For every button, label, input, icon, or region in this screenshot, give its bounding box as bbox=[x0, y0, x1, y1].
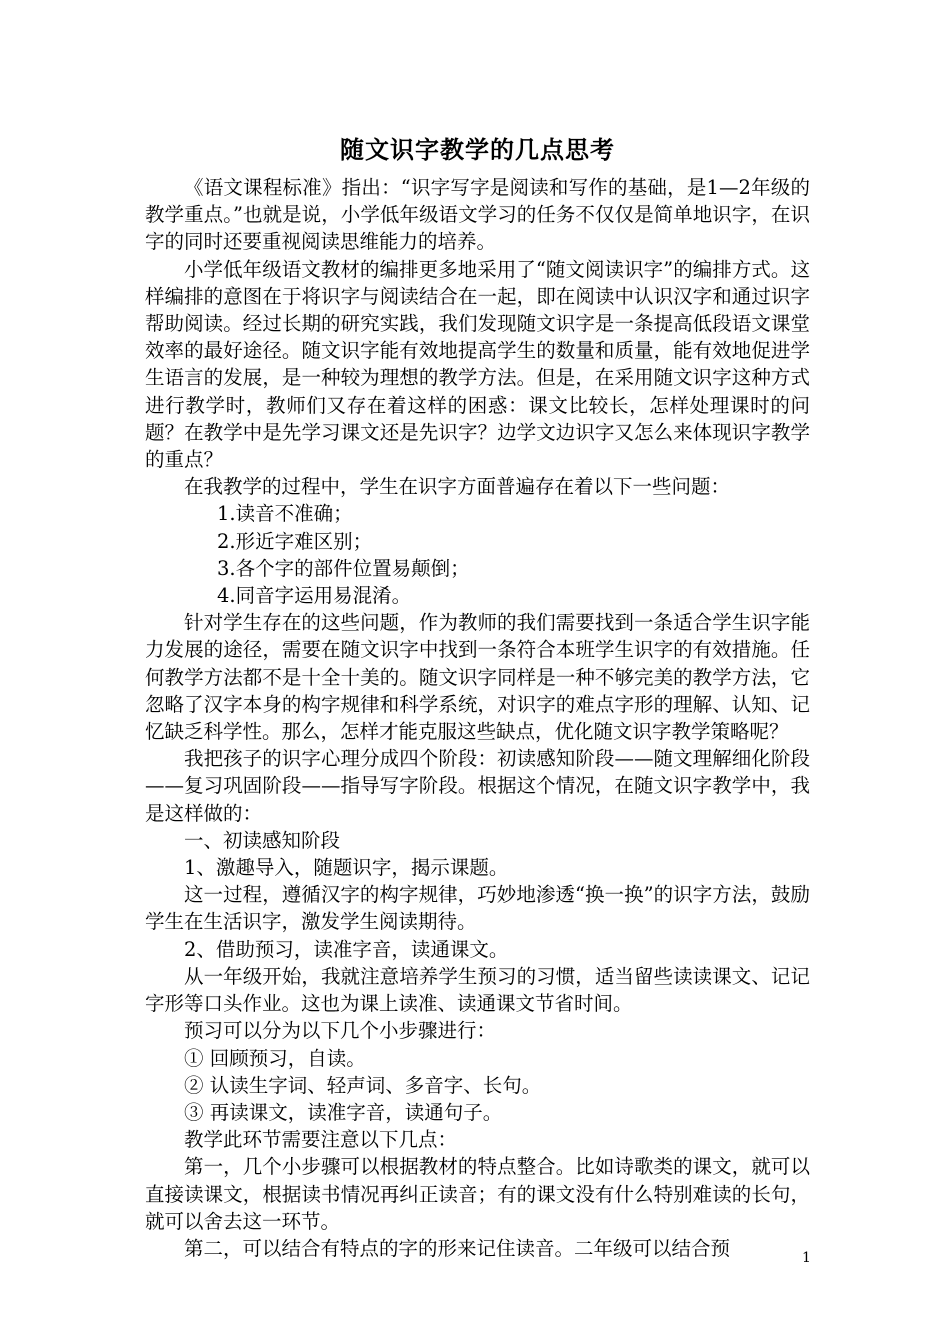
paragraph: 2、借助预习，读准字音，读通课文。 bbox=[184, 937, 509, 961]
paragraph: ① 回顾预习，自读。 bbox=[184, 1046, 366, 1070]
page-number: 1 bbox=[802, 1250, 811, 1266]
list-item: 2.形近字难区别； bbox=[217, 529, 373, 553]
list-item: 4.同音字运用易混淆。 bbox=[217, 584, 412, 608]
list-item: 3.各个字的部件位置易颠倒； bbox=[217, 556, 470, 580]
paragraph: ③ 再读课文，读准字音，读通句子。 bbox=[184, 1100, 503, 1124]
document-body bbox=[145, 128, 810, 1262]
paragraph: 在我教学的过程中，学生在识字方面普遍存在着以下一些问题： bbox=[184, 475, 731, 499]
paragraph: 我把孩子的识字心理分成四个阶段：初读感知阶段——随文理解细化阶段——复习巩固阶段——指导写字阶段。根据这个情况，在随文识字教学中，我是这样做的： bbox=[145, 747, 810, 825]
paragraph: 1、激趣导入，随题识字，揭示课题。 bbox=[184, 856, 509, 880]
paragraph: 从一年级开始，我就注意培养学生预习的习惯，适当留些读读课文、记记字形等口头作业。这也为课上读准、读通课文节省时间。 bbox=[145, 964, 810, 1016]
paragraph: 第二，可以结合有特点的字的形来记住读音。二年级可以结合预 bbox=[184, 1236, 731, 1260]
paragraph: 教学此环节需要注意以下几点： bbox=[184, 1128, 458, 1152]
paragraph: 预习可以分为以下几个小步骤进行： bbox=[184, 1019, 497, 1043]
paragraph: 《语文课程标准》指出：“识字写字是阅读和写作的基础，是1—2年级的教学重点。”也就是说，小学低年级语文学习的任务不仅仅是简单地识字，在识字的同时还要重视阅读思维能力的培养。 bbox=[145, 176, 810, 254]
paragraph: 一、初读感知阶段 bbox=[184, 828, 341, 852]
list-item: 1.读音不准确； bbox=[217, 502, 353, 526]
page-title: 随文识字教学的几点思考 bbox=[340, 135, 615, 164]
paragraph: 第一，几个小步骤可以根据教材的特点整合。比如诗歌类的课文，就可以直接读课文，根据读书情况再纠正读音；有的课文没有什么特别难读的长句，就可以舍去这一环节。 bbox=[145, 1155, 810, 1233]
paragraph-list bbox=[145, 174, 810, 1262]
paragraph: ② 认读生字词、轻声词、多音字、长句。 bbox=[184, 1073, 542, 1097]
paragraph: 这一过程，遵循汉字的构字规律，巧妙地渗透“换一换”的识字方法，鼓励学生在生活识字，激发学生阅读期待。 bbox=[145, 883, 810, 934]
paragraph: 小学低年级语文教材的编排更多地采用了“随文阅读识字”的编排方式。这样编排的意图在于将识字与阅读结合在一起，即在阅读中认识汉字和通过识字帮助阅读。经过长期的研究实践，我们发现随文识字是一条提高低段语文课堂效率的最好途径。随文识字能有效地提高学生的数量和质量，能有效地促进学生语言的发展，是一种较为理想的教学方法。但是，在采用随文识字这种方式进行教学时，教师们又存在着这样的困惑：课文比较长，怎样处理课时的问题？在教学中是先学习课文还是先识字？边学文边识字又怎么来体现识字教学的重点？ bbox=[145, 257, 810, 472]
paragraph: 针对学生存在的这些问题，作为教师的我们需要找到一条适合学生识字能力发展的途径，需要在随文识字中找到一条符合本班学生识字的有效措施。任何教学方法都不是十全十美的。随文识字同样是一种不够完美的教学方法，它忽略了汉字本身的构字规律和科学系统，对识字的难点字形的理解、认知、记忆缺乏科学性。那么，怎样才能克服这些缺点，优化随文识字教学策略呢？ bbox=[145, 611, 810, 744]
